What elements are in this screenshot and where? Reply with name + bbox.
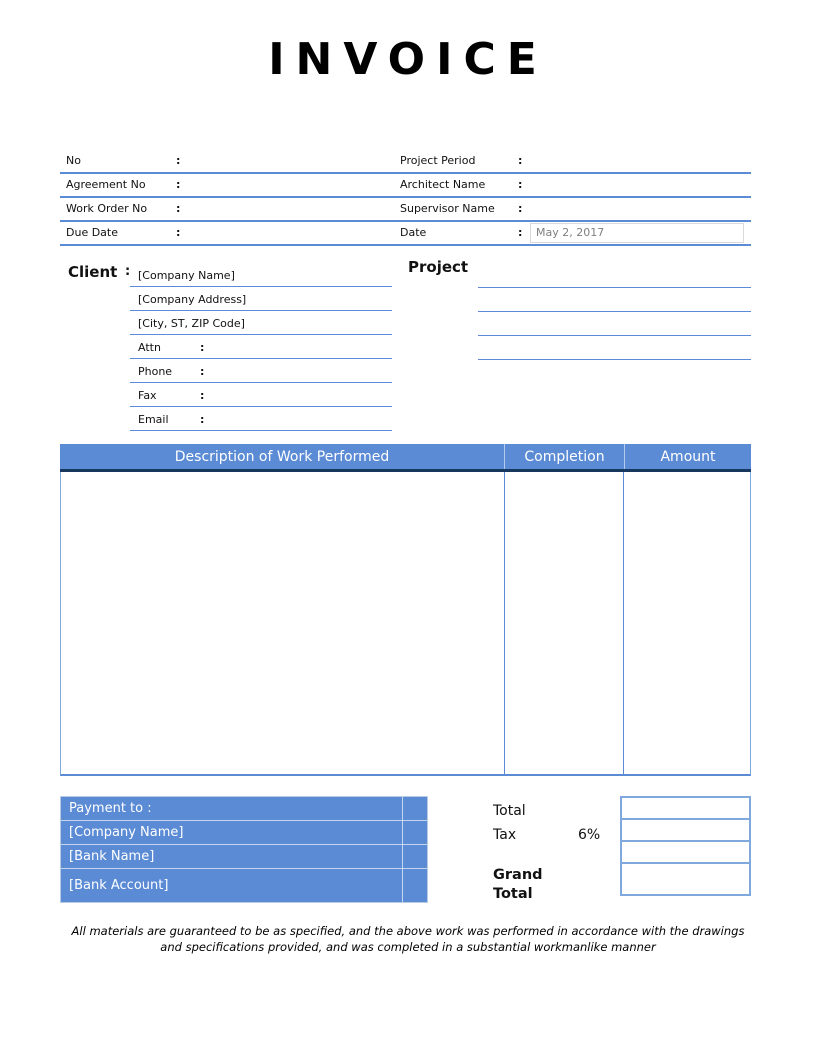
payment-company-name[interactable]: [Company Name] [61, 821, 427, 845]
client-field-city-st-zip[interactable] [130, 311, 392, 335]
amount-cell[interactable] [624, 472, 750, 774]
payment-bank-account[interactable]: [Bank Account] [69, 878, 169, 893]
meta-colon: : [176, 226, 181, 239]
client-field-company-address[interactable] [130, 287, 392, 311]
grand-total-label: Grand Total [493, 867, 543, 902]
project-line-3[interactable] [478, 312, 751, 336]
client-label-fax: Fax [138, 389, 157, 402]
totals-boxes [620, 796, 751, 896]
client-colon-phone: : [200, 365, 205, 378]
work-table-body [60, 472, 751, 776]
guarantee-note: All materials are guaranteed to be as specified, and the above work was performed in accordance with the drawings and specifications provided, and was completed in a substantial workmanlike manner [71, 924, 745, 954]
meta-section [60, 150, 751, 246]
spare-value-box[interactable] [620, 840, 751, 864]
meta-row-due-date [60, 222, 751, 246]
column-header-amount: Amount [660, 448, 716, 465]
meta-label-no: No [66, 154, 81, 167]
work-table [60, 444, 751, 776]
client-field-email[interactable] [130, 407, 392, 431]
meta-row-work-order [60, 198, 751, 222]
meta-colon: : [518, 226, 523, 239]
client-field-phone[interactable] [130, 359, 392, 383]
meta-colon: : [518, 154, 523, 167]
tax-label: Tax [493, 827, 517, 843]
work-table-header [60, 444, 751, 472]
client-colon-email: : [200, 413, 205, 426]
payment-section [60, 796, 428, 903]
client-colon-fax: : [200, 389, 205, 402]
project-line-2[interactable] [478, 288, 751, 312]
total-label: Total [493, 803, 526, 819]
meta-label-agreement-no: Agreement No [66, 178, 146, 191]
meta-value-date[interactable]: May 2, 2017 [536, 226, 605, 239]
meta-colon: : [176, 154, 181, 167]
completion-cell[interactable] [505, 472, 624, 774]
grand-total-value-box[interactable] [620, 862, 751, 896]
tax-rate: 6% [578, 827, 601, 843]
meta-colon: : [176, 202, 181, 215]
client-placeholder-city-st-zip[interactable]: [City, ST, ZIP Code] [138, 317, 245, 330]
client-field-fax[interactable] [130, 383, 392, 407]
meta-row-agreement [60, 174, 751, 198]
client-label-email: Email [138, 413, 169, 426]
client-fields [130, 263, 392, 431]
client-label-phone: Phone [138, 365, 173, 378]
client-field-attn[interactable] [130, 335, 392, 359]
client-placeholder-company-name[interactable]: [Company Name] [138, 269, 235, 282]
client-heading: Client [68, 263, 118, 281]
meta-label-architect-name: Architect Name [400, 178, 486, 191]
description-cell[interactable] [61, 472, 505, 774]
meta-row-no [60, 150, 751, 174]
project-lines [478, 264, 751, 360]
tax-value-box[interactable] [620, 818, 751, 842]
meta-label-supervisor-name: Supervisor Name [400, 202, 495, 215]
payment-header: Payment to : [61, 797, 427, 821]
project-heading: Project [408, 258, 469, 276]
project-line-4[interactable] [478, 336, 751, 360]
meta-label-work-order-no: Work Order No [66, 202, 148, 215]
meta-label-project-period: Project Period [400, 154, 476, 167]
client-colon-attn: : [200, 341, 205, 354]
client-field-company-name[interactable] [130, 263, 392, 287]
meta-colon: : [518, 178, 523, 191]
meta-label-due-date: Due Date [66, 226, 118, 239]
page-title: INVOICE [268, 34, 548, 85]
meta-colon: : [518, 202, 523, 215]
client-label-attn: Attn [138, 341, 161, 354]
meta-label-date: Date [400, 226, 427, 239]
total-value-box[interactable] [620, 796, 751, 820]
project-line-1[interactable] [478, 264, 751, 288]
meta-colon: : [176, 178, 181, 191]
payment-bank-name[interactable]: [Bank Name] [61, 845, 427, 869]
client-placeholder-company-address[interactable]: [Company Address] [138, 293, 247, 306]
column-header-completion: Completion [505, 444, 625, 469]
client-heading-colon: : [125, 264, 131, 279]
column-header-description: Description of Work Performed [60, 444, 505, 469]
